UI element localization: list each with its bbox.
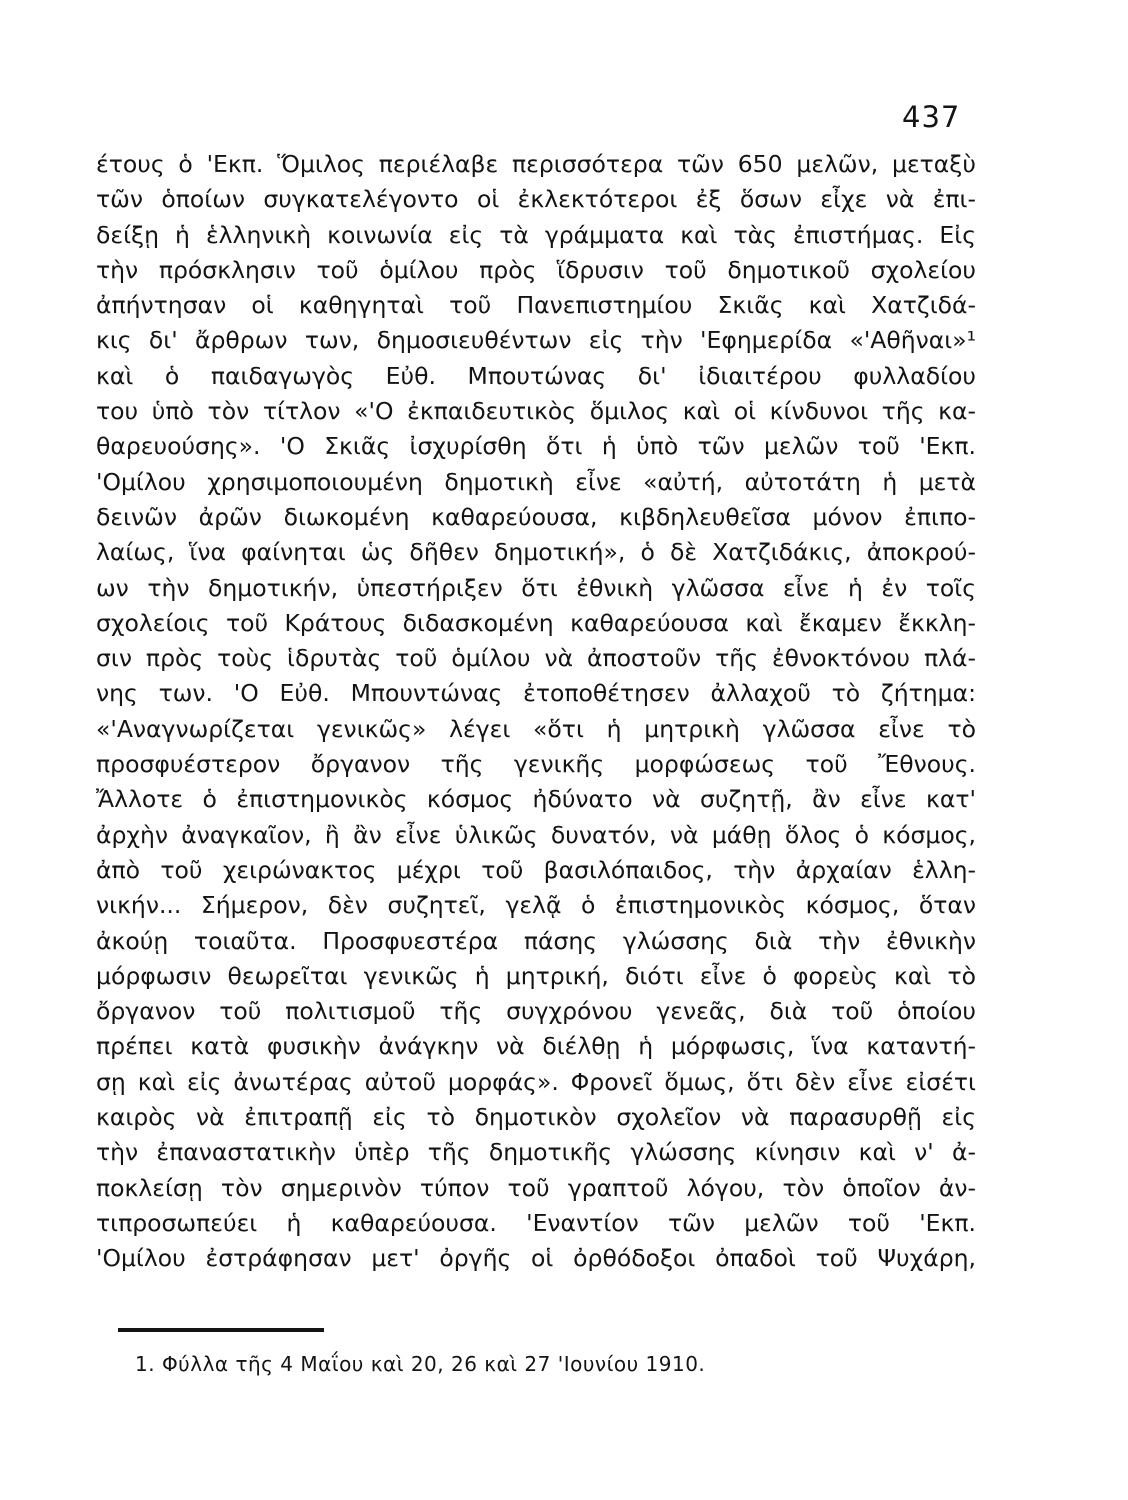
text-line: ἀπὸ τοῦ χειρώνακτος μέχρι τοῦ βασιλόπαιδος, τὴν ἀρχαίαν ἑλλη- xyxy=(96,855,976,884)
text-line: ἀρχὴν ἀναγκαῖον, ἢ ἂν εἶνε ὑλικῶς δυνατόν, νὰ μάθῃ ὅλος ὁ κόσμος, xyxy=(96,820,976,849)
text-line: του ὑπὸ τὸν τίτλον «'Ο ἐκπαιδευτικὸς ὅμιλος καὶ οἱ κίνδυνοι τῆς κα- xyxy=(96,397,976,426)
footnote-rule xyxy=(118,1328,324,1332)
text-line: ἀπήντησαν οἱ καθηγηταὶ τοῦ Πανεπιστημίου Σκιᾶς καὶ Χατζιδά- xyxy=(96,291,976,320)
text-line: λαίως, ἵνα φαίνηται ὡς δῆθεν δημοτική», ὁ δὲ Χατζιδάκις, ἀποκρού- xyxy=(96,538,976,567)
text-line: τιπροσωπεύει ἡ καθαρεύουσα. 'Εναντίον τῶν μελῶν τοῦ 'Εκπ. xyxy=(96,1208,976,1237)
body-text xyxy=(96,147,976,1277)
text-line: «'Αναγνωρίζεται γενικῶς» λέγει «ὅτι ἡ μητρικὴ γλῶσσα εἶνε τὸ xyxy=(96,714,976,743)
text-line: δεινῶν ἀρῶν διωκομένη καθαρεύουσα, κιβδηλευθεῖσα μόνον ἐπιπο- xyxy=(96,502,976,531)
text-line: ων τὴν δημοτικήν, ὑπεστήριξεν ὅτι ἐθνικὴ γλῶσσα εἶνε ἡ ἐν τοῖς xyxy=(96,573,976,602)
text-line: ἀκούῃ τοιαῦτα. Προσφυεστέρα πάσης γλώσσης διὰ τὴν ἐθνικὴν xyxy=(96,926,976,955)
text-line: 'Ομίλου χρησιμοποιουμένη δημοτικὴ εἶνε «αὐτή, αὐτοτάτη ἡ μετὰ xyxy=(96,467,976,496)
text-line: κις δι' ἄρθρων των, δημοσιευθέντων εἰς τὴν 'Εφημερίδα «'Αθῆναι»¹ xyxy=(96,326,976,355)
text-line: μόρφωσιν θεωρεῖται γενικῶς ἡ μητρική, διότι εἶνε ὁ φορεὺς καὶ τὸ xyxy=(96,961,976,990)
text-line: δείξῃ ἡ ἑλληνικὴ κοινωνία εἰς τὰ γράμματα καὶ τὰς ἐπιστήμας. Εἰς xyxy=(96,220,976,249)
text-line: καὶ ὁ παιδαγωγὸς Εὐθ. Μπουτώνας δι' ἰδιαιτέρου φυλλαδίου xyxy=(96,361,976,390)
text-line: έτους ὁ 'Εκπ. Ὅμιλος περιέλαβε περισσότερα τῶν 650 μελῶν, μεταξὺ xyxy=(96,150,976,178)
page-number: 437 xyxy=(902,100,961,134)
text-line: σιν πρὸς τοὺς ἱδρυτὰς τοῦ ὁμίλου νὰ ἀποστοῦν τῆς ἐθνοκτόνου πλά- xyxy=(96,644,976,673)
text-line: νικήν... Σήμερον, δὲν συζητεῖ, γελᾷ ὁ ἐπιστημονικὸς κόσμος, ὅταν xyxy=(96,891,976,920)
text-line: τῶν ὁποίων συγκατελέγοντο οἱ ἐκλεκτότεροι ἐξ ὅσων εἶχε νὰ ἐπι- xyxy=(96,185,976,214)
text-line: καιρὸς νὰ ἐπιτραπῇ εἰς τὸ δημοτικὸν σχολεῖον νὰ παρασυρθῇ εἰς xyxy=(96,1103,976,1132)
text-line: νης των. 'Ο Εὐθ. Μπουντώνας ἐτοποθέτησεν ἀλλαχοῦ τὸ ζήτημα: xyxy=(96,679,976,708)
text-line: σῃ καὶ εἰς ἀνωτέρας αὐτοῦ μορφάς». Φρονεῖ ὅμως, ὅτι δὲν εἶνε εἰσέτι xyxy=(96,1067,976,1096)
text-line: τὴν ἐπαναστατικὴν ὑπὲρ τῆς δημοτικῆς γλώσσης κίνησιν καὶ ν' ἀ- xyxy=(96,1138,976,1167)
text-line: θαρευούσης». 'Ο Σκιᾶς ἰσχυρίσθη ὅτι ἡ ὑπὸ τῶν μελῶν τοῦ 'Εκπ. xyxy=(96,432,976,461)
text-line: σχολείοις τοῦ Κράτους διδασκομένη καθαρεύουσα καὶ ἔκαμεν ἔκκλη- xyxy=(96,608,976,637)
text-line: ποκλείσῃ τὸν σημερινὸν τύπον τοῦ γραπτοῦ λόγου, τὸν ὁποῖον ἀν- xyxy=(96,1173,976,1202)
text-line: προσφυέστερον ὄργανον τῆς γενικῆς μορφώσεως τοῦ Ἔθνους. xyxy=(96,750,976,779)
footnote: 1. Φύλλα τῆς 4 Μαΐου καὶ 20, 26 καὶ 27 'Ιουνίου 1910. xyxy=(135,1352,706,1376)
text-line: πρέπει κατὰ φυσικὴν ἀνάγκην νὰ διέλθῃ ἡ μόρφωσις, ἵνα καταντή- xyxy=(96,1032,976,1061)
text-line: 'Ομίλου ἐστράφησαν μετ' ὀργῆς οἱ ὀρθόδοξοι ὀπαδοὶ τοῦ Ψυχάρη, xyxy=(96,1244,976,1273)
text-line: ὄργανον τοῦ πολιτισμοῦ τῆς συγχρόνου γενεᾶς, διὰ τοῦ ὁποίου xyxy=(96,997,976,1026)
text-line: τὴν πρόσκλησιν τοῦ ὁμίλου πρὸς ἵδρυσιν τοῦ δημοτικοῦ σχολείου xyxy=(96,255,976,284)
text-line: Ἄλλοτε ὁ ἐπιστημονικὸς κόσμος ἠδύνατο νὰ συζητῇ, ἂν εἶνε κατ' xyxy=(96,785,976,814)
